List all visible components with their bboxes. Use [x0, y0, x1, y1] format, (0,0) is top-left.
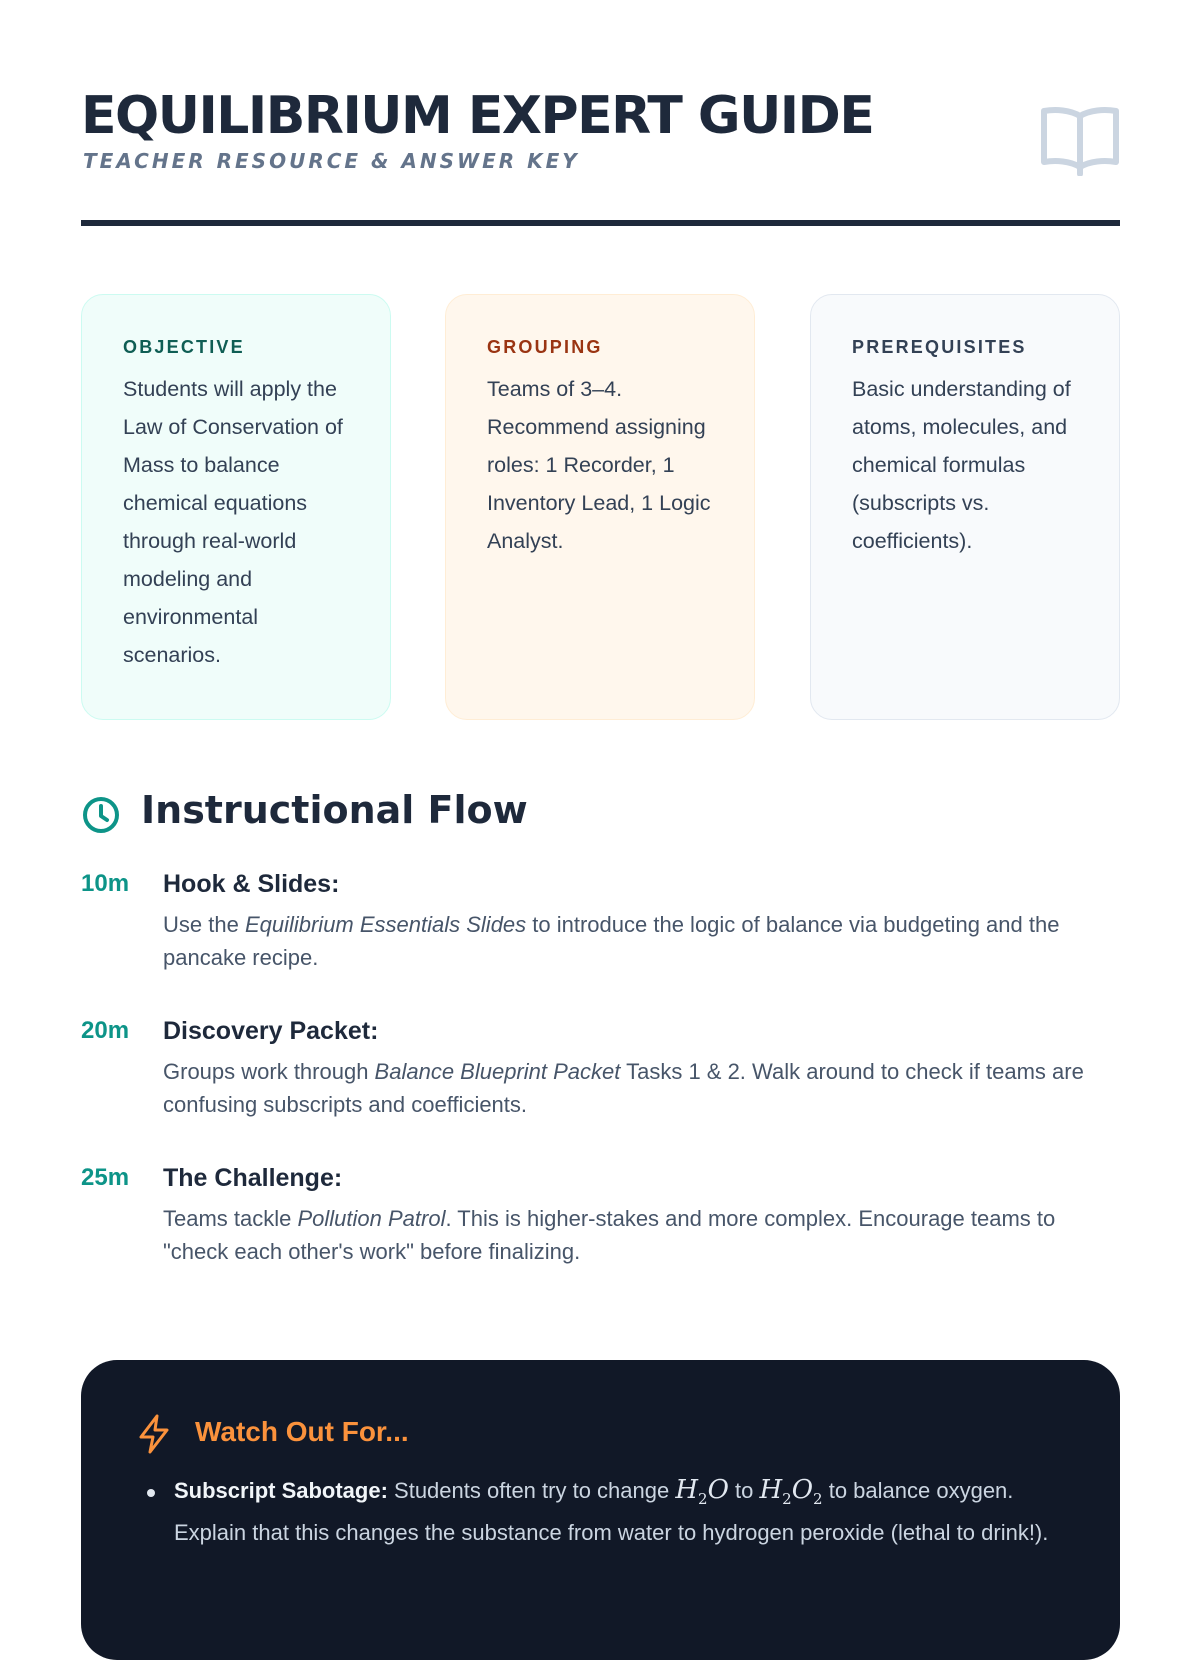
card-label: GROUPING: [487, 337, 603, 357]
step-duration: 10m: [81, 870, 130, 897]
header-divider: [81, 220, 1120, 226]
formula-peroxide: $H_2O_2$: [759, 1475, 823, 1509]
card-text: Students will apply the Law of Conservation of Mass to balance chemical equations through real-world modeling and environmental scenarios.: [123, 377, 343, 667]
step-title: The Challenge:: [163, 1164, 343, 1192]
prerequisites-card: [810, 294, 1120, 720]
card-label: OBJECTIVE: [123, 337, 245, 357]
step-description: Groups work through Balance Blueprint Packet Tasks 1 & 2. Walk around to check if teams are confusing subscripts and coefficients.: [163, 1059, 1084, 1117]
info-cards: [81, 294, 1120, 720]
step-description: Use the Equilibrium Essentials Slides to introduce the logic of balance via budgeting and the pancake recipe.: [163, 912, 1060, 970]
card-label: PREREQUISITES: [852, 337, 1027, 357]
watch-out-panel: [81, 1360, 1120, 1660]
clock-icon: [81, 795, 121, 835]
book-open-icon: [1040, 104, 1120, 176]
step-description: Teams tackle Pollution Patrol. This is higher-stakes and more complex. Encourage teams to "check each other's work" before finalizing.: [163, 1206, 1056, 1264]
step-duration: 25m: [81, 1164, 130, 1191]
step-title: Discovery Packet:: [163, 1017, 379, 1045]
page-title: EQUILIBRIUM EXPERT GUIDE: [81, 86, 874, 146]
card-text: Basic understanding of atoms, molecules, and chemical formulas (subscripts vs. coefficients).: [852, 377, 1071, 553]
watch-item: Subscript Sabotage: Students often try to change $H_2O$ to $H_2O_2$ to balance oxygen. Explain that this changes the substance from water to hydrogen peroxide (lethal to drink!).: [174, 1475, 1049, 1546]
formula-water: $H_2O$: [675, 1475, 729, 1509]
objective-card: [81, 294, 391, 720]
page-subtitle: TEACHER RESOURCE & ANSWER KEY: [83, 149, 580, 173]
step-title: Hook & Slides:: [163, 870, 340, 898]
header: [81, 86, 1120, 226]
bullet-dot: [147, 1489, 155, 1497]
card-text: Teams of 3–4. Recommend assigning roles: 1 Recorder, 1 Inventory Lead, 1 Logic Analyst.: [487, 377, 711, 553]
grouping-card: [445, 294, 755, 720]
panel-title: Watch Out For...: [195, 1416, 409, 1447]
lightning-bolt-icon: [137, 1414, 171, 1454]
section-title: Instructional Flow: [141, 788, 528, 832]
step-duration: 20m: [81, 1017, 130, 1044]
